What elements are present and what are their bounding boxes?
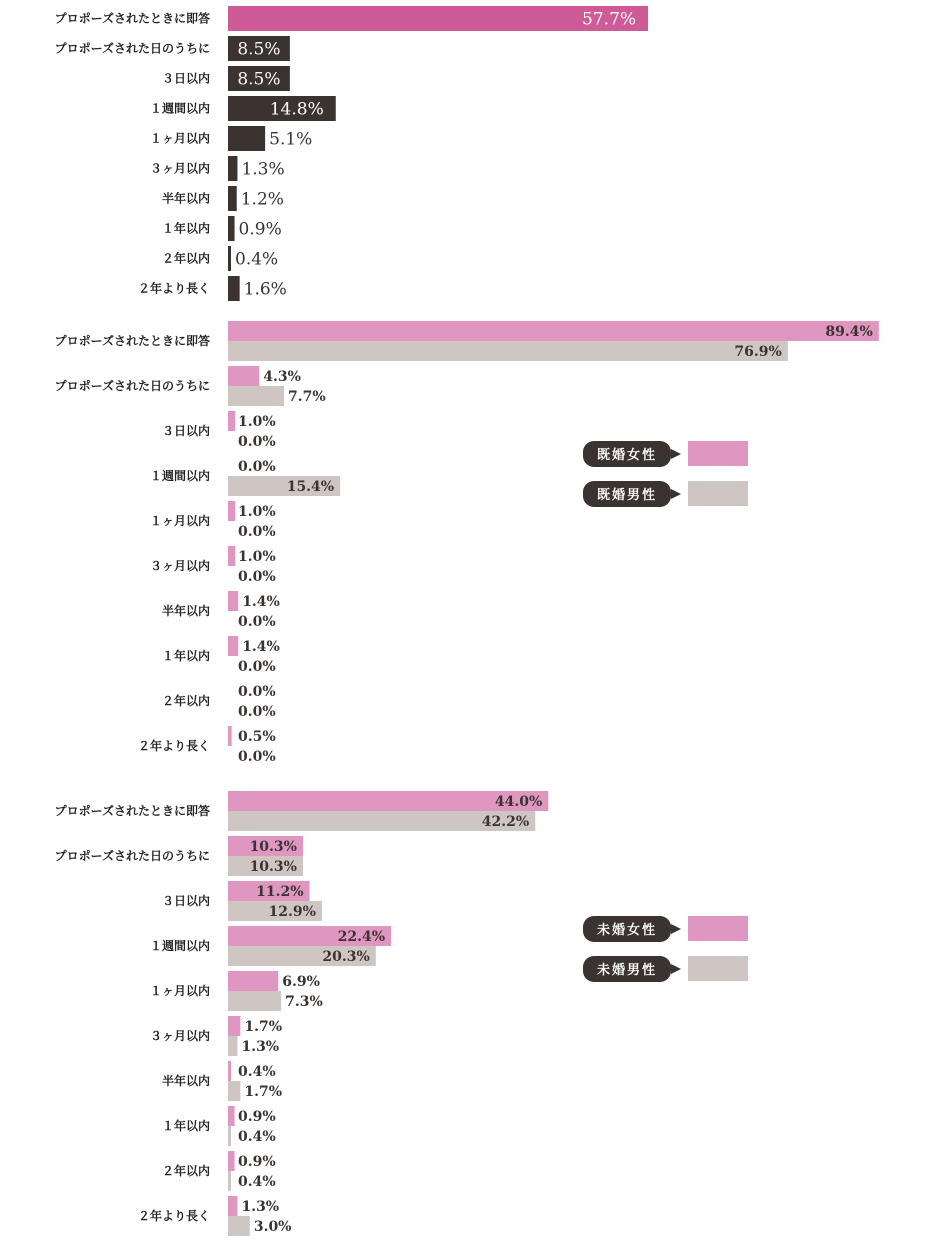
bar-male <box>228 1036 237 1056</box>
data-label: 42.2% <box>481 814 530 830</box>
data-label: 20.3% <box>322 949 370 965</box>
bar-female <box>228 1106 235 1126</box>
category-label: 半年以内 <box>161 604 210 618</box>
legend-label-female: 既婚女性 <box>596 448 658 463</box>
category-label: ２年以内 <box>161 1164 210 1178</box>
data-label: 0.0% <box>238 524 276 540</box>
category-label: ２年より長く <box>137 1209 210 1223</box>
bar-male <box>228 341 788 361</box>
data-label: 1.4% <box>242 639 280 655</box>
legend-pointer-male <box>671 964 681 974</box>
legend-label-male: 既婚男性 <box>596 488 658 503</box>
data-label: 1.3% <box>241 1199 280 1215</box>
data-label: 10.3% <box>249 859 297 875</box>
data-label: 0.0% <box>238 684 276 700</box>
data-label: 3.0% <box>253 1219 292 1235</box>
category-label: ３日以内 <box>161 71 210 86</box>
data-label: 1.0% <box>238 549 276 565</box>
category-label: ２年より長く <box>137 281 210 296</box>
legend-pointer-female <box>671 924 681 934</box>
data-label: 0.0% <box>238 659 276 675</box>
bar-female <box>228 971 278 991</box>
data-label: 12.9% <box>268 904 316 920</box>
data-label: 10.3% <box>249 839 297 855</box>
bar-male <box>228 991 281 1011</box>
category-label: ２年以内 <box>161 694 210 708</box>
bar-female <box>228 501 235 521</box>
bar-female <box>228 1016 240 1036</box>
bar-female <box>228 1061 231 1081</box>
data-label: 0.9% <box>238 1154 276 1170</box>
data-label: 0.0% <box>238 459 276 475</box>
category-label: １ヶ月以内 <box>149 984 210 998</box>
data-label: 0.4% <box>238 1064 276 1080</box>
bar-female <box>228 591 238 611</box>
data-label: 6.9% <box>282 974 320 990</box>
category-label: ３ヶ月以内 <box>149 1029 210 1043</box>
category-label: １週間以内 <box>149 101 210 116</box>
category-label: １年以内 <box>161 1119 210 1133</box>
category-label: プロポーズされた日のうちに <box>54 849 210 863</box>
data-label: 1.7% <box>244 1019 283 1035</box>
data-label: 1.0% <box>238 504 276 520</box>
legend-swatch-male <box>688 481 748 506</box>
legend-swatch-male <box>688 956 748 981</box>
data-label: 0.4% <box>235 249 279 270</box>
bar-overall <box>228 126 265 151</box>
data-label: 7.7% <box>288 389 326 405</box>
bar-female <box>228 366 259 386</box>
data-label: 0.0% <box>238 434 276 450</box>
category-label: 半年以内 <box>161 191 210 206</box>
bar-overall <box>228 246 231 271</box>
category-label: ２年以内 <box>161 251 210 266</box>
data-label: 0.9% <box>238 219 282 240</box>
data-label: 0.4% <box>238 1129 276 1145</box>
category-label: １年以内 <box>161 221 210 236</box>
data-label: 14.8% <box>269 99 324 120</box>
bar-female <box>228 411 235 431</box>
category-label: 半年以内 <box>161 1074 210 1088</box>
bar-overall <box>228 216 235 241</box>
data-label: 89.4% <box>825 324 873 340</box>
category-label: ３日以内 <box>161 424 210 438</box>
legend-pointer-male <box>671 489 681 499</box>
category-label: １週間以内 <box>149 939 210 953</box>
data-label: 4.3% <box>263 369 301 385</box>
bar-male <box>228 1216 250 1236</box>
data-label: 5.1% <box>269 129 313 150</box>
data-label: 57.7% <box>582 9 637 30</box>
data-label: 11.2% <box>256 884 304 900</box>
bar-female <box>228 1151 235 1171</box>
bar-overall <box>228 276 240 301</box>
category-label: プロポーズされたときに即答 <box>54 11 210 26</box>
data-label: 7.3% <box>285 994 323 1010</box>
legend-label-female: 未婚女性 <box>596 923 658 938</box>
bar-male <box>228 386 284 406</box>
bar-female <box>228 321 879 341</box>
bar-female <box>228 1196 237 1216</box>
data-label: 0.5% <box>238 729 276 745</box>
category-label: プロポーズされたときに即答 <box>54 804 210 818</box>
bar-male <box>228 1126 231 1146</box>
category-label: １年以内 <box>161 649 210 663</box>
data-label: 0.0% <box>238 569 276 585</box>
bar-female <box>228 726 232 746</box>
category-label: ３日以内 <box>161 894 210 908</box>
data-label: 0.0% <box>238 614 276 630</box>
legend-swatch-female <box>688 441 748 466</box>
bar-female <box>228 636 238 656</box>
data-label: 76.9% <box>734 344 782 360</box>
data-label: 1.0% <box>238 414 276 430</box>
bar-female <box>228 546 235 566</box>
category-label: ３ヶ月以内 <box>149 161 210 176</box>
legend-label-male: 未婚男性 <box>596 963 658 978</box>
data-label: 0.9% <box>238 1109 276 1125</box>
data-label: 0.0% <box>238 704 276 720</box>
category-label: １ヶ月以内 <box>149 514 210 528</box>
data-label: 8.5% <box>237 39 281 60</box>
category-label: ３ヶ月以内 <box>149 559 210 573</box>
data-label: 1.4% <box>242 594 280 610</box>
data-label: 1.7% <box>244 1084 283 1100</box>
bar-male <box>228 1171 231 1191</box>
category-label: １週間以内 <box>149 469 210 483</box>
category-label: ２年より長く <box>137 739 210 753</box>
bar-overall <box>228 156 237 181</box>
data-label: 1.3% <box>241 159 285 180</box>
category-label: プロポーズされた日のうちに <box>54 41 210 56</box>
data-label: 15.4% <box>286 479 335 495</box>
data-label: 1.2% <box>240 189 284 210</box>
data-label: 0.4% <box>238 1174 276 1190</box>
bar-male <box>228 1081 240 1101</box>
data-label: 1.6% <box>243 279 287 300</box>
category-label: プロポーズされた日のうちに <box>54 379 210 393</box>
data-label: 44.0% <box>494 794 543 810</box>
data-label: 0.0% <box>238 749 276 765</box>
legend-pointer-female <box>671 449 681 459</box>
bar-overall <box>228 186 237 211</box>
category-label: １ヶ月以内 <box>149 131 210 146</box>
legend-swatch-female <box>688 916 748 941</box>
data-label: 22.4% <box>337 929 386 945</box>
data-label: 8.5% <box>237 69 281 90</box>
data-label: 1.3% <box>241 1039 280 1055</box>
category-label: プロポーズされたときに即答 <box>54 334 210 348</box>
